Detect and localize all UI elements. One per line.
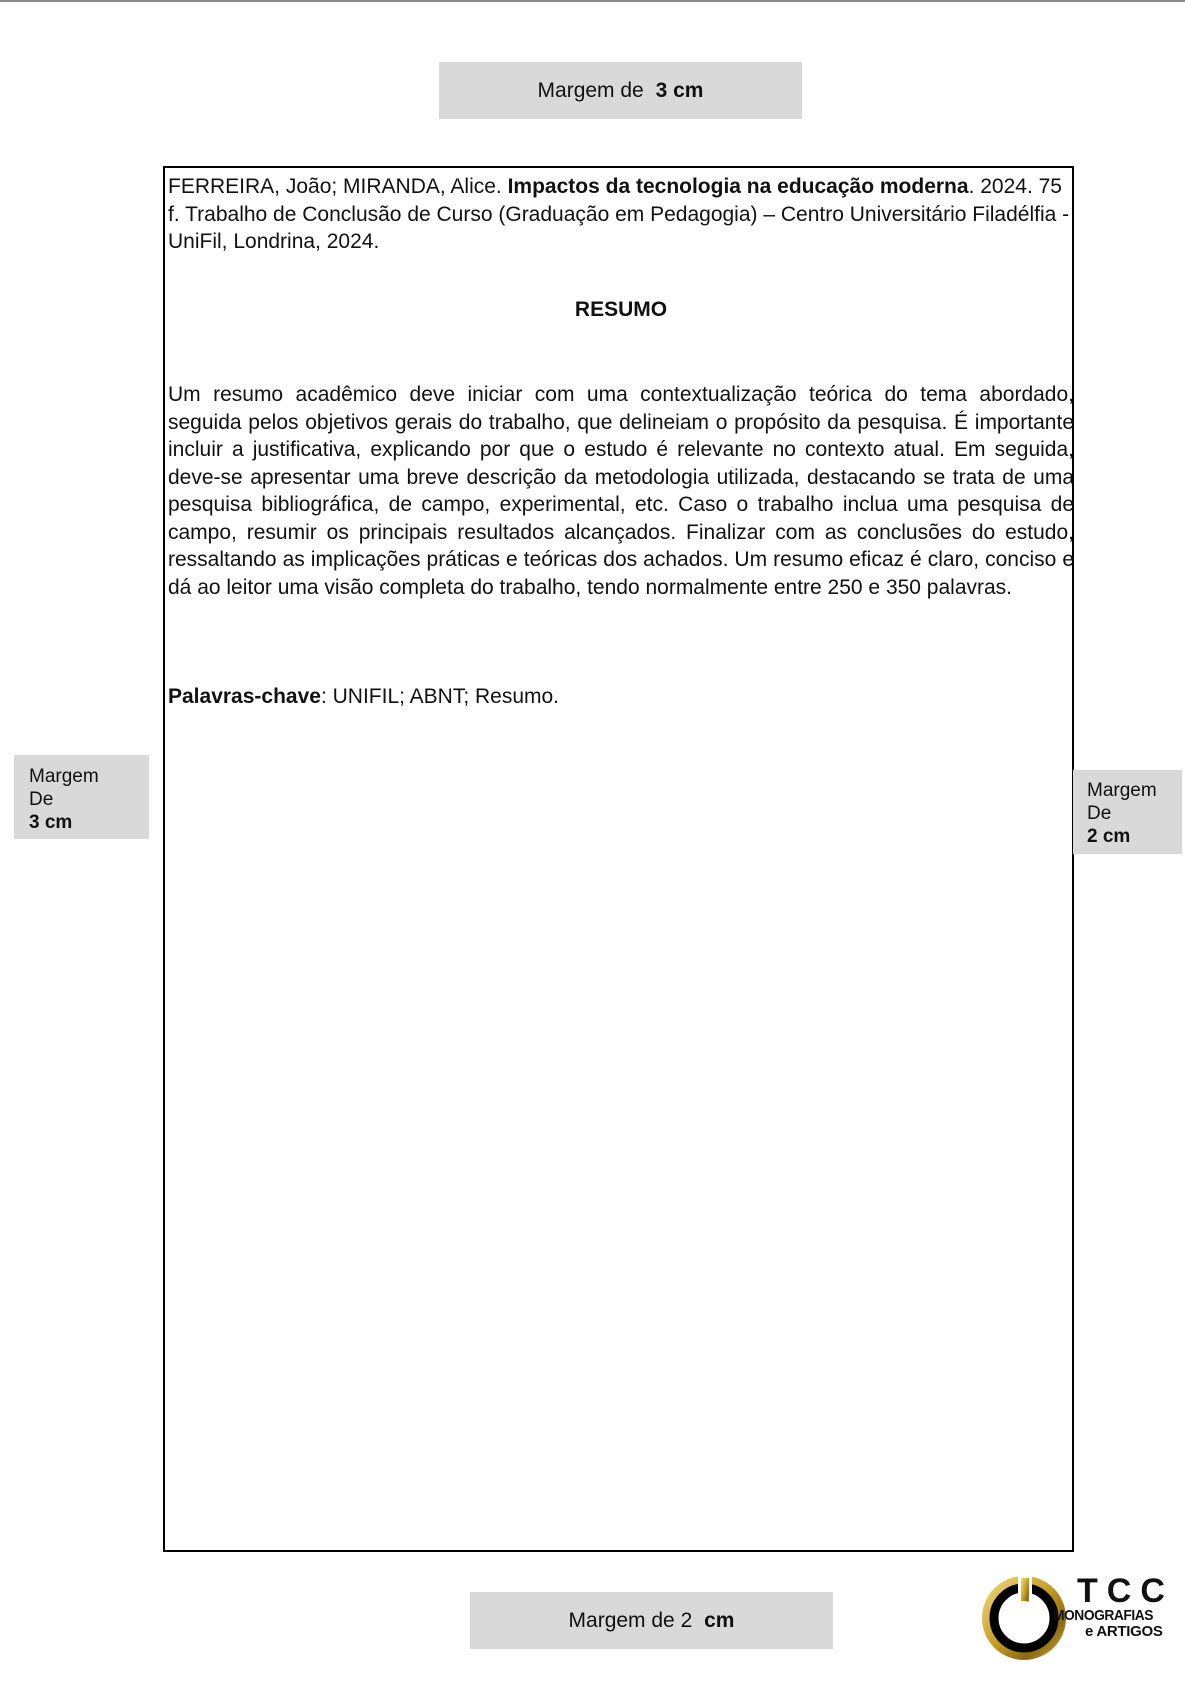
section-title: RESUMO <box>574 298 668 321</box>
bottom-margin-label <box>470 1592 833 1649</box>
keywords-values: : UNIFIL; ABNT; Resumo. <box>320 685 560 708</box>
right-margin-line2: De <box>1087 803 1112 824</box>
reference-authors: FERREIRA, João; MIRANDA, Alice. <box>168 175 508 198</box>
keywords <box>168 683 559 711</box>
page-area <box>163 166 1074 1552</box>
keywords-label: Palavras-chave <box>168 685 321 708</box>
top-margin-prefix: Margem de <box>537 78 650 102</box>
left-margin-label <box>14 755 149 839</box>
left-margin-line2: De <box>29 789 54 810</box>
top-margin-label <box>439 62 802 119</box>
logo-line-tcc: TCC <box>1077 1572 1174 1610</box>
bibliographic-reference <box>168 168 1074 256</box>
top-margin-value: 3 cm <box>655 78 704 102</box>
page-content <box>168 168 1074 708</box>
bottom-margin-prefix: Margem de 2 <box>568 1608 699 1632</box>
abstract-text: Um resumo acadêmico deve iniciar com uma contextualização teórica do tema abordado, seguida pelos objetivos gerais do trabalho, que delineiam o propósito da pesquisa. É importante incluir a justificativa, explicando por que o estudo é relevante no contexto atual. Em seguida, deve-se apresentar uma breve descrição da metodologia utilizada, destacando se trata de uma pesquisa bibliográfica, de campo, experimental, etc. Caso o trabalho inclua uma pesquisa de campo, resumir os principais resultados alcançados. Finalizar com as conclusões do estudo, ressaltando as implicações práticas e teóricas dos achados. Um resumo eficaz é claro, conciso e dá ao leitor uma visão completa do trabalho, tendo normalmente entre 250 e 350 palavras. <box>168 383 1074 599</box>
right-margin-value: 2 cm <box>1087 826 1131 847</box>
tcc-logo <box>978 1572 1174 1664</box>
reference-title: Impactos da tecnologia na educação moderna <box>507 175 969 198</box>
right-margin-label <box>1073 770 1182 854</box>
right-margin-line1: Margem <box>1087 780 1157 801</box>
logo-text <box>1053 1572 1174 1640</box>
left-margin-line1: Margem <box>29 766 99 787</box>
top-edge-line <box>0 0 1185 2</box>
logo-line-artigos: e ARTIGOS <box>1085 1623 1163 1640</box>
left-margin-value: 3 cm <box>29 812 73 833</box>
logo-line-monografias: MONOGRAFIAS <box>1053 1607 1153 1624</box>
reference-details: . 2024. 75 f. Trabalho de Conclusão de Curso (Graduação em Pedagogia) – Centro Universitário Filadélfia - UniFil, Londrina, 2024. <box>168 175 1070 253</box>
bottom-margin-value: cm <box>704 1608 735 1632</box>
